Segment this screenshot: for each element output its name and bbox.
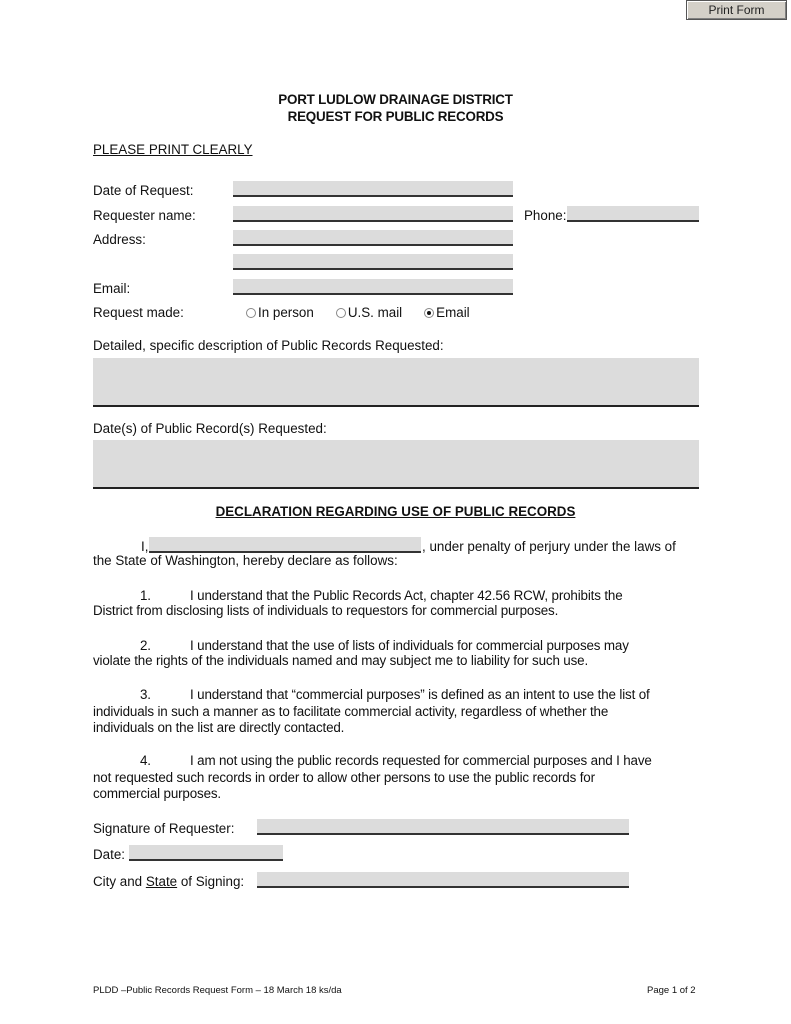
radio-checked-icon [424, 308, 434, 318]
document-subtitle: REQUEST FOR PUBLIC RECORDS [287, 109, 504, 124]
signature-date-label: Date: [93, 847, 126, 862]
radio-unchecked-icon [246, 308, 256, 318]
email-label: Email: [93, 281, 131, 296]
radio-email[interactable] [424, 305, 469, 320]
signature-label: Signature of Requester: [93, 821, 235, 836]
signature-date-field[interactable] [129, 845, 283, 861]
address-label: Address: [93, 232, 146, 247]
requester-name-field[interactable] [233, 206, 513, 222]
description-label: Detailed, specific description of Public Records Requested: [93, 338, 444, 353]
address-line1-field[interactable] [233, 230, 513, 246]
radio-in-person[interactable] [246, 305, 314, 320]
declaration-heading: DECLARATION REGARDING USE OF PUBLIC RECORDS [215, 504, 576, 519]
request-made-radio-group [246, 305, 492, 320]
declaration-intro-line2: the State of Washington, hereby declare as follows: [93, 553, 398, 568]
date-of-request-field[interactable] [233, 181, 513, 197]
record-dates-label: Date(s) of Public Record(s) Requested: [93, 421, 327, 436]
radio-us-mail[interactable] [336, 305, 402, 320]
document-title: PORT LUDLOW DRAINAGE DISTRICT [278, 92, 513, 107]
footer-page-number: Page 1 of 2 [647, 985, 696, 996]
footer-form-id: PLDD –Public Records Request Form – 18 March 18 ks/da [93, 985, 342, 996]
declaration-intro-suffix: , under penalty of perjury under the laws of [422, 539, 676, 554]
date-of-request-label: Date of Request: [93, 183, 194, 198]
radio-email-label: Email [436, 305, 470, 320]
request-made-label: Request made: [93, 305, 184, 320]
phone-label: Phone: [524, 208, 567, 223]
declarant-name-field[interactable] [149, 537, 421, 553]
city-state-label: City and State of Signing: [93, 874, 245, 889]
city-state-field[interactable] [257, 872, 629, 888]
requester-name-label: Requester name: [93, 208, 196, 223]
declaration-item-1: 1. I understand that the Public Records Act, chapter 42.56 RCW, prohibits the District from disclosing lists of individuals to requestors for commercial purposes. [93, 588, 623, 618]
print-form-button[interactable]: Print Form [686, 0, 787, 20]
declaration-item-4: 4. I am not using the public records requested for commercial purposes and I have not requested such records in order to allow other persons to use the public records for commercial purposes. [93, 753, 652, 801]
address-line2-field[interactable] [233, 254, 513, 270]
print-clearly-instruction: PLEASE PRINT CLEARLY [93, 142, 253, 157]
declaration-item-3: 3. I understand that “commercial purposes” is defined as an intent to use the list of individuals in such a manner as to facilitate commercial activity, regardless of whether the individuals on the list are directly contacted. [93, 687, 650, 735]
radio-us-mail-label: U.S. mail [347, 305, 403, 320]
record-dates-textarea[interactable] [93, 440, 699, 489]
phone-field[interactable] [567, 206, 699, 222]
radio-unchecked-icon [336, 308, 346, 318]
email-field[interactable] [233, 279, 513, 295]
signature-field[interactable] [257, 819, 629, 835]
radio-in-person-label: In person [258, 305, 314, 320]
declaration-i-label: I, [141, 539, 149, 554]
description-textarea[interactable] [93, 358, 699, 407]
declaration-item-2: 2. I understand that the use of lists of individuals for commercial purposes may violate the rights of the individuals named and may subject me to liability for such use. [93, 638, 629, 668]
